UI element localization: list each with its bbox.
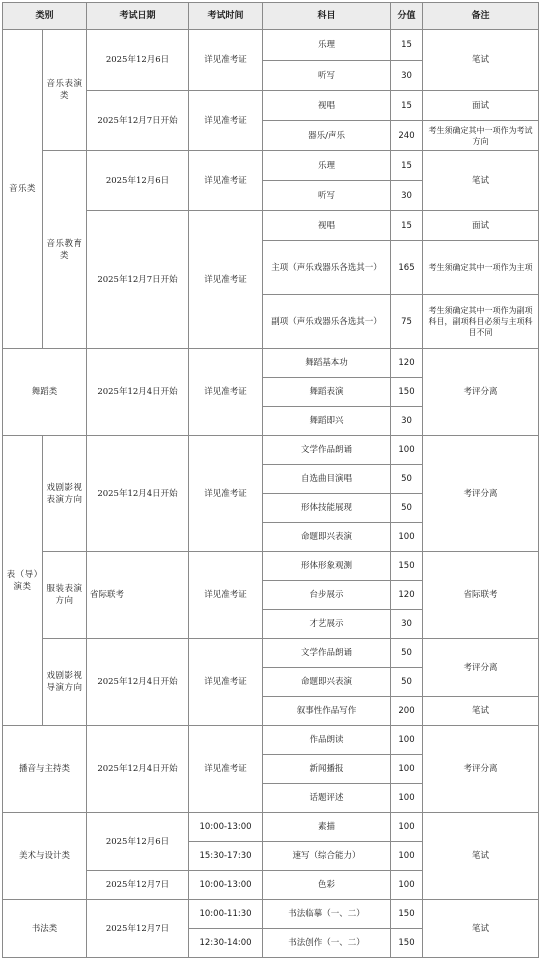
- exam-schedule-table: [2, 2, 539, 958]
- subject: 视唱: [263, 91, 391, 121]
- exam-time: 12:30-14:00: [189, 929, 263, 958]
- exam-date: 2025年12月7日开始: [87, 211, 189, 349]
- score: 240: [391, 121, 423, 151]
- subject: 舞蹈基本功: [263, 349, 391, 378]
- subject: 乐理: [263, 151, 391, 181]
- subject: 台步展示: [263, 581, 391, 610]
- subject: 自选曲目演唱: [263, 465, 391, 494]
- subcategory-music-performance: 音乐表演类: [43, 30, 87, 151]
- remark: 考评分离: [423, 349, 539, 436]
- remark: 面试: [423, 91, 539, 121]
- score: 30: [391, 61, 423, 91]
- remark: 考生须确定其中一项作为副项科目，副项科目必须与主项科目不同: [423, 295, 539, 349]
- score: 50: [391, 465, 423, 494]
- score: 50: [391, 494, 423, 523]
- remark: 笔试: [423, 900, 539, 958]
- remark: 考生须确定其中一项作为考试方向: [423, 121, 539, 151]
- score: 15: [391, 91, 423, 121]
- header-row: [3, 3, 539, 30]
- score: 200: [391, 697, 423, 726]
- score: 15: [391, 211, 423, 241]
- score: 30: [391, 610, 423, 639]
- exam-time: 详见准考证: [189, 436, 263, 552]
- subject: 命题即兴表演: [263, 668, 391, 697]
- subject: 色彩: [263, 871, 391, 900]
- subcategory-drama-directing: 戏剧影视导演方向: [43, 639, 87, 726]
- header-exam-date: 考试日期: [87, 3, 189, 30]
- header-remarks: 备注: [423, 3, 539, 30]
- table-row: [3, 726, 539, 755]
- score: 30: [391, 181, 423, 211]
- score: 100: [391, 842, 423, 871]
- exam-time: 详见准考证: [189, 726, 263, 813]
- score: 15: [391, 151, 423, 181]
- subcategory-drama-performance: 戏剧影视表演方向: [43, 436, 87, 552]
- remark: 笔试: [423, 813, 539, 900]
- subject: 文学作品朗诵: [263, 639, 391, 668]
- header-category: 类别: [3, 3, 87, 30]
- exam-time: 10:00-13:00: [189, 871, 263, 900]
- subject: 文学作品朗诵: [263, 436, 391, 465]
- subject: 副项（声乐戏器乐各选其一）: [263, 295, 391, 349]
- remark: 考评分离: [423, 639, 539, 697]
- subject: 乐理: [263, 30, 391, 61]
- table-row: [3, 151, 539, 181]
- subject: 听写: [263, 181, 391, 211]
- remark: 面试: [423, 211, 539, 241]
- score: 150: [391, 378, 423, 407]
- subject: 形体技能展现: [263, 494, 391, 523]
- subject: 视唱: [263, 211, 391, 241]
- exam-time: 详见准考证: [189, 30, 263, 91]
- exam-date: 省际联考: [87, 552, 189, 639]
- remark: 考评分离: [423, 726, 539, 813]
- header-score: 分值: [391, 3, 423, 30]
- exam-time: 详见准考证: [189, 211, 263, 349]
- category-art-design: 美术与设计类: [3, 813, 87, 900]
- subject: 器乐/声乐: [263, 121, 391, 151]
- score: 100: [391, 871, 423, 900]
- subcategory-music-education: 音乐教育类: [43, 151, 87, 349]
- subject: 叙事性作品写作: [263, 697, 391, 726]
- remark: 考评分离: [423, 436, 539, 552]
- subject: 书法临摹（一、二）: [263, 900, 391, 929]
- table-row: [3, 349, 539, 378]
- table-row: [3, 552, 539, 581]
- exam-time: 10:00-13:00: [189, 813, 263, 842]
- header-exam-time: 考试时间: [189, 3, 263, 30]
- score: 50: [391, 639, 423, 668]
- exam-time: 详见准考证: [189, 552, 263, 639]
- subject: 作品朗读: [263, 726, 391, 755]
- subject: 话题评述: [263, 784, 391, 813]
- subject: 听写: [263, 61, 391, 91]
- score: 15: [391, 30, 423, 61]
- score: 120: [391, 581, 423, 610]
- category-music: 音乐类: [3, 30, 43, 349]
- score: 100: [391, 523, 423, 552]
- score: 100: [391, 726, 423, 755]
- header-subject: 科目: [263, 3, 391, 30]
- exam-time: 详见准考证: [189, 91, 263, 151]
- subject: 命题即兴表演: [263, 523, 391, 552]
- category-broadcasting: 播音与主持类: [3, 726, 87, 813]
- table-row: [3, 436, 539, 465]
- table-row: [3, 900, 539, 929]
- score: 165: [391, 241, 423, 295]
- category-acting: 表（导）演类: [3, 436, 43, 726]
- subject: 素描: [263, 813, 391, 842]
- subject: 速写（综合能力）: [263, 842, 391, 871]
- score: 100: [391, 813, 423, 842]
- score: 50: [391, 668, 423, 697]
- exam-time: 详见准考证: [189, 349, 263, 436]
- table-row: [3, 639, 539, 668]
- score: 100: [391, 436, 423, 465]
- remark: 笔试: [423, 151, 539, 211]
- subcategory-costume-performance: 服装表演方向: [43, 552, 87, 639]
- exam-date: 2025年12月4日开始: [87, 349, 189, 436]
- remark: 考生须确定其中一项作为主项: [423, 241, 539, 295]
- exam-time: 10:00-11:30: [189, 900, 263, 929]
- category-calligraphy: 书法类: [3, 900, 87, 958]
- score: 100: [391, 784, 423, 813]
- exam-date: 2025年12月4日开始: [87, 726, 189, 813]
- subject: 主项（声乐戏器乐各选其一）: [263, 241, 391, 295]
- exam-date: 2025年12月4日开始: [87, 436, 189, 552]
- category-dance: 舞蹈类: [3, 349, 87, 436]
- exam-date: 2025年12月7日: [87, 871, 189, 900]
- subject: 舞蹈表演: [263, 378, 391, 407]
- exam-date: 2025年12月6日: [87, 151, 189, 211]
- score: 30: [391, 407, 423, 436]
- exam-time: 详见准考证: [189, 639, 263, 726]
- table-row: [3, 30, 539, 61]
- subject: 形体形象观测: [263, 552, 391, 581]
- subject: 舞蹈即兴: [263, 407, 391, 436]
- score: 75: [391, 295, 423, 349]
- subject: 才艺展示: [263, 610, 391, 639]
- exam-date: 2025年12月6日: [87, 813, 189, 871]
- score: 120: [391, 349, 423, 378]
- exam-time: 15:30-17:30: [189, 842, 263, 871]
- score: 150: [391, 929, 423, 958]
- score: 150: [391, 552, 423, 581]
- exam-date: 2025年12月4日开始: [87, 639, 189, 726]
- exam-time: 详见准考证: [189, 151, 263, 211]
- exam-date: 2025年12月7日开始: [87, 91, 189, 151]
- table-row: [3, 813, 539, 842]
- exam-date: 2025年12月6日: [87, 30, 189, 91]
- subject: 新闻播报: [263, 755, 391, 784]
- remark: 笔试: [423, 697, 539, 726]
- remark: 笔试: [423, 30, 539, 91]
- remark: 省际联考: [423, 552, 539, 639]
- score: 150: [391, 900, 423, 929]
- score: 100: [391, 755, 423, 784]
- subject: 书法创作（一、二）: [263, 929, 391, 958]
- exam-date: 2025年12月7日: [87, 900, 189, 958]
